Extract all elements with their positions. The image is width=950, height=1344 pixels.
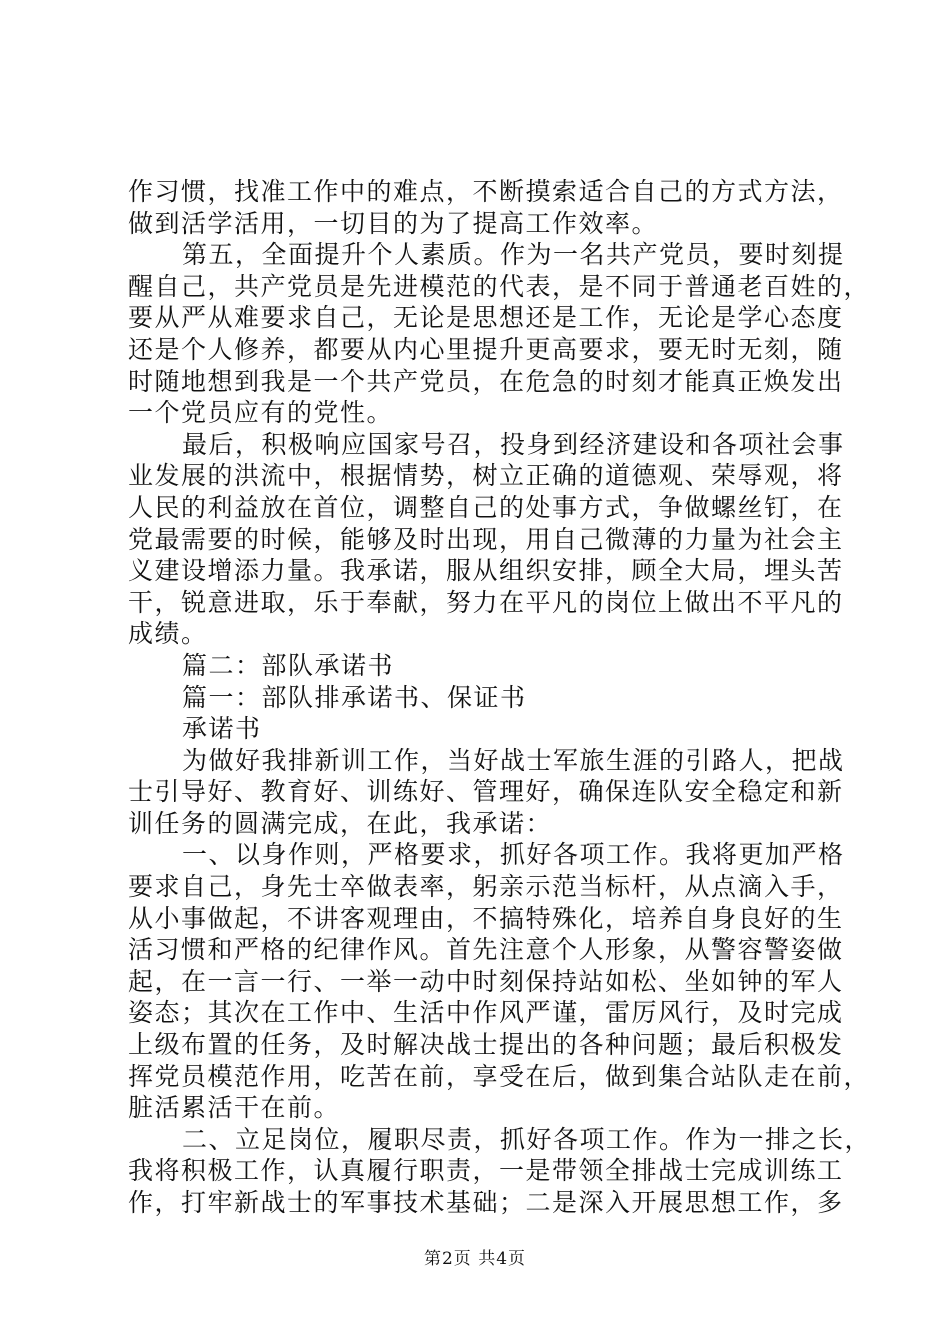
text-line: 要求自己，身先士卒做表率，躬亲示范当标杆，从点滴入手， — [128, 872, 844, 902]
text-line: 还是个人修养，都要从内心里提升更高要求，要无时无刻，随 — [128, 334, 844, 364]
text-line: 作，打牢新战士的军事技术基础；二是深入开展思想工作，多 — [128, 1188, 844, 1217]
text-line: 成绩。 — [128, 619, 208, 649]
text-line: 业发展的洪流中，根据情势，树立正确的道德观、荣辱观，将 — [128, 461, 844, 491]
text-line: 从小事做起，不讲客观理由，不搞特殊化，培养自身良好的生 — [128, 903, 844, 933]
text-line: 承诺书 — [182, 714, 262, 744]
text-line: 醒自己，共产党员是先进模范的代表，是不同于普通老百姓的， — [128, 271, 871, 301]
text-line: 篇二：部队承诺书 — [182, 650, 395, 680]
text-line: 一个党员应有的党性。 — [128, 398, 394, 428]
text-line: 脏活累活干在前。 — [128, 1093, 341, 1123]
text-line: 训任务的圆满完成，在此，我承诺： — [128, 808, 553, 838]
text-line: 二、立足岗位，履职尽责，抓好各项工作。作为一排之长， — [182, 1124, 872, 1154]
text-line: 我将积极工作，认真履行职责，一是带领全排战士完成训练工 — [128, 1156, 844, 1186]
text-line: 人民的利益放在首位，调整自己的处事方式，争做螺丝钉，在 — [128, 492, 844, 522]
text-line: 起，在一言一行、一举一动中时刻保持站如松、坐如钟的军人 — [128, 966, 844, 996]
text-line: 作习惯，找准工作中的难点，不断摸索适合自己的方式方法， — [128, 177, 844, 206]
text-line: 上级布置的任务，及时解决战士提出的各种问题；最后积极发 — [128, 1030, 844, 1060]
text-line: 党最需要的时候，能够及时出现，用自己微薄的力量为社会主 — [128, 524, 844, 554]
page-footer: 第2页 共4页 — [423, 1249, 527, 1269]
text-line: 做到活学活用，一切目的为了提高工作效率。 — [128, 208, 659, 238]
text-line: 姿态；其次在工作中、生活中作风严谨，雷厉风行，及时完成 — [128, 998, 844, 1028]
text-line: 一、以身作则，严格要求，抓好各项工作。我将更加严格 — [182, 840, 845, 870]
text-line: 篇一：部队排承诺书、保证书 — [182, 682, 527, 712]
text-line: 时随地想到我是一个共产党员，在危急的时刻才能真正焕发出 — [128, 366, 844, 396]
text-line: 义建设增添力量。我承诺，服从组织安排，顾全大局，埋头苦 — [128, 556, 844, 586]
text-line: 干，锐意进取，乐于奉献，努力在平凡的岗位上做出不平凡的 — [128, 587, 844, 617]
text-line: 第五，全面提升个人素质。作为一名共产党员，要时刻提 — [182, 240, 845, 270]
text-line: 为做好我排新训工作，当好战士军旅生涯的引路人，把战 — [182, 745, 845, 775]
text-line: 挥党员模范作用，吃苦在前，享受在后，做到集合站队走在前， — [128, 1061, 871, 1091]
document-body — [128, 176, 872, 1219]
text-line: 士引导好、教育好、训练好、管理好，确保连队安全稳定和新 — [128, 777, 844, 807]
text-line: 活习惯和严格的纪律作风。首先注意个人形象，从警容警姿做 — [128, 935, 844, 965]
text-line: 最后，积极响应国家号召，投身到经济建设和各项社会事 — [182, 429, 845, 459]
text-line: 要从严从难要求自己，无论是思想还是工作，无论是学心态度 — [128, 303, 844, 333]
